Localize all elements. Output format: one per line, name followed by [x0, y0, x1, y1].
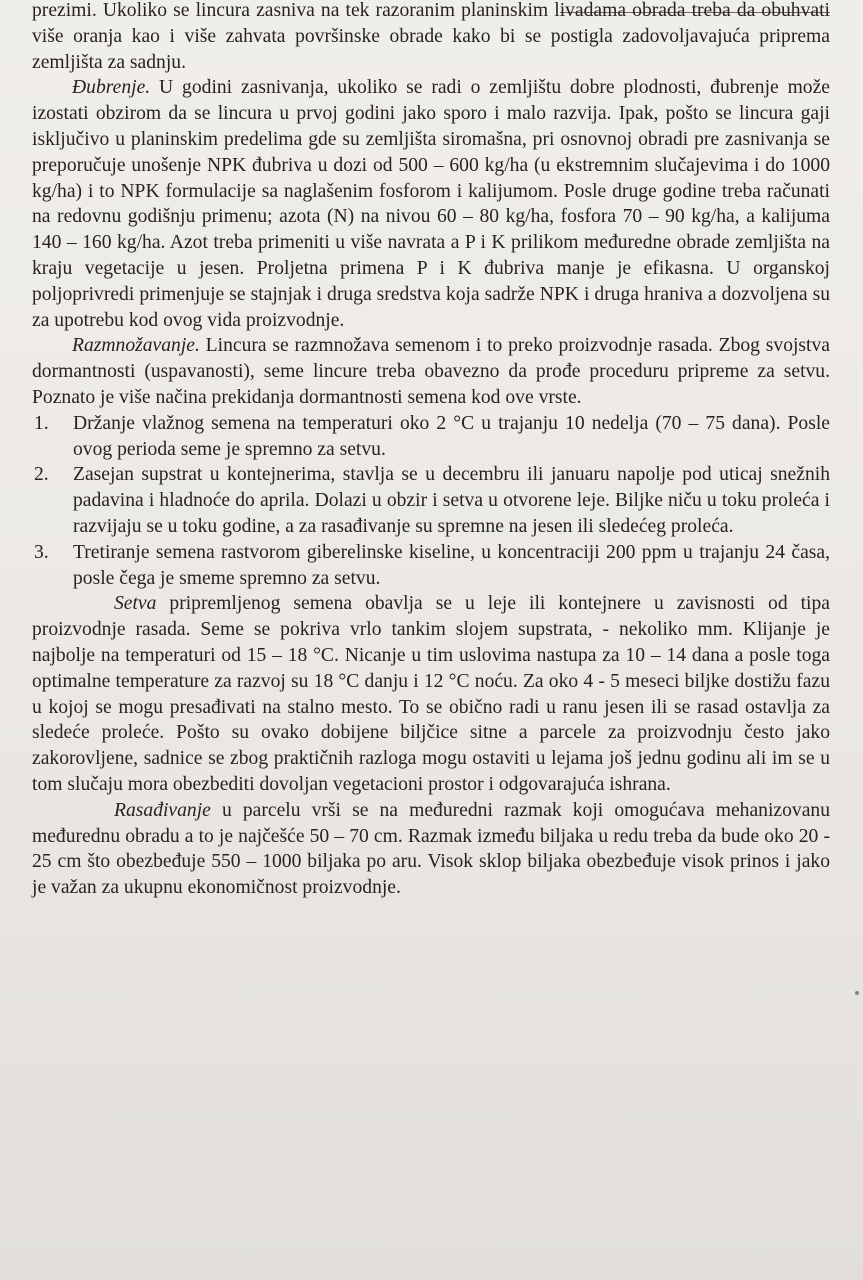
- list-item-text: Držanje vlažnog semena na temperaturi oko 2 °C u trajanju 10 nedelja (70 – 75 dana). Posle ovog perioda seme je spremno za setvu.: [73, 412, 830, 460]
- list-item-number: 1.: [34, 412, 49, 434]
- margin-dot: [855, 991, 859, 995]
- transplanting-term: Rasađivanje: [114, 799, 211, 821]
- transplanting-paragraph: [32, 798, 830, 901]
- propagation-text: Lincura se razmnožava semenom i to preko proizvodnje rasada. Zbog svojstva dormantnosti (uspavanosti), seme lincure treba obavezno da prođe proceduru pripreme za setvu. Poznato je više načina prekidanja dormantnosti semena kod ove vrste.: [32, 335, 830, 408]
- sowing-paragraph: [32, 591, 830, 797]
- list-item: [32, 462, 830, 539]
- list-item-text: Zasejan supstrat u kontejnerima, stavlja se u decembru ili januaru napolje pod uticaj snežnih padavina i hladnoće do aprila. Dolazi u obzir i setva u otvorene leje. Biljke niču u toku proleća i razvijaju se u toku godine, a za rasađivanje su spremne na jesen ili sledećeg proleća.: [73, 464, 830, 537]
- page-text: [32, 0, 830, 901]
- list-item-number: 2.: [34, 464, 49, 486]
- fertilization-text: U godini zasnivanja, ukoliko se radi o zemljištu dobre plodnosti, đubrenje može izostati obzirom da se lincura u prvoj godini jako sporo i malo razvija. Ipak, pošto se lincura gaji isključivo u planinskim predelima gde su zemljišta siromašna, pri osnovnoj obradi pre zasnivanja se preporučuje unošenje NPK đubriva u dozi od 500 – 600 kg/ha (u ekstremnim slučajevima i do 1000 kg/ha) i to NPK formulacije sa naglašenim fosforom i kalijumom. Posle druge godine treba računati na redovnu godišnju primenu; azota (N) na nivou 60 – 80 kg/ha, fosfora 70 – 90 kg/ha, a kalijuma 140 – 160 kg/ha. Azot treba primeniti u više navrata a P i K prilikom međuredne obrade zemljišta na kraju vegetacije u jesen. Proljetna primena P i K đubriva manje je efikasna. U organskoj poljoprivredi primenjuje se stajnjak i druga sredstva koja sadrže NPK i druga hraniva a dozvoljena su za upotrebu kod ovog vida proizvodnje.: [32, 77, 830, 331]
- fertilization-term: Đubrenje.: [72, 77, 151, 99]
- list-item-number: 3.: [34, 541, 49, 563]
- list-item: [32, 540, 830, 592]
- sowing-term: Setva: [114, 593, 157, 615]
- transplanting-text: u parcelu vrši se na međuredni razmak koji omogućava mehanizovanu međurednu obradu a to je najčešće 50 – 70 cm. Razmak između biljaka u redu treba da bude oko 20 - 25 cm što obezbeđuje 550 – 1000 biljaka po aru. Visok sklop biljaka obezbeđuje visok prinos i jako je važan za ukupnu ekonomičnost proizvodnje.: [32, 799, 830, 899]
- list-item-text: Tretiranje semena rastvorom giberelinske kiseline, u koncentraciji 200 ppm u trajanju 24 časa, posle čega je smeme spremno za setvu.: [73, 541, 830, 589]
- dormancy-methods-list: [32, 411, 830, 592]
- propagation-term: Razmnožavanje.: [72, 335, 200, 357]
- sowing-text: pripremljenog semena obavlja se u leje ili kontejnere u zavisnosti od tipa proizvodnje rasada. Seme se pokriva vrlo tankim slojem supstrata, - nekoliko mm. Klijanje je najbolje na temperaturi od 15 – 18 °C. Nicanje u tim uslovima nastupa za 10 – 14 dana a posle toga optimalne temperature za razvoj su 18 °C danju i 12 °C noću. Za oko 4 - 5 meseci biljke dostižu fazu u kojoj se mogu presađivati na stalno mesto. To se obično radi u ranu jesen ili se rasad ostavlja za sledeće proleće. Pošto su ovako dobijene biljčice sitne a parcele za proizvodnju često jako zakorovljene, sadnice se zbog praktičnih razloga mogu ostaviti u lejama još jednu godinu ali im se u tom slučaju mora obezbediti dovoljan vegetacioni prostor i odgovarajuća ishrana.: [32, 593, 830, 795]
- fertilization-paragraph: [32, 75, 830, 333]
- intro-paragraph: prezimi. Ukoliko se lincura zasniva na tek razoranim planinskim livadama obrada treba da obuhvati više oranja kao i više zahvata površinske obrade kako bi se postigla zadovoljavajuća priprema zemljišta za sadnju.: [32, 0, 830, 73]
- list-item: [32, 411, 830, 463]
- propagation-paragraph: [32, 333, 830, 410]
